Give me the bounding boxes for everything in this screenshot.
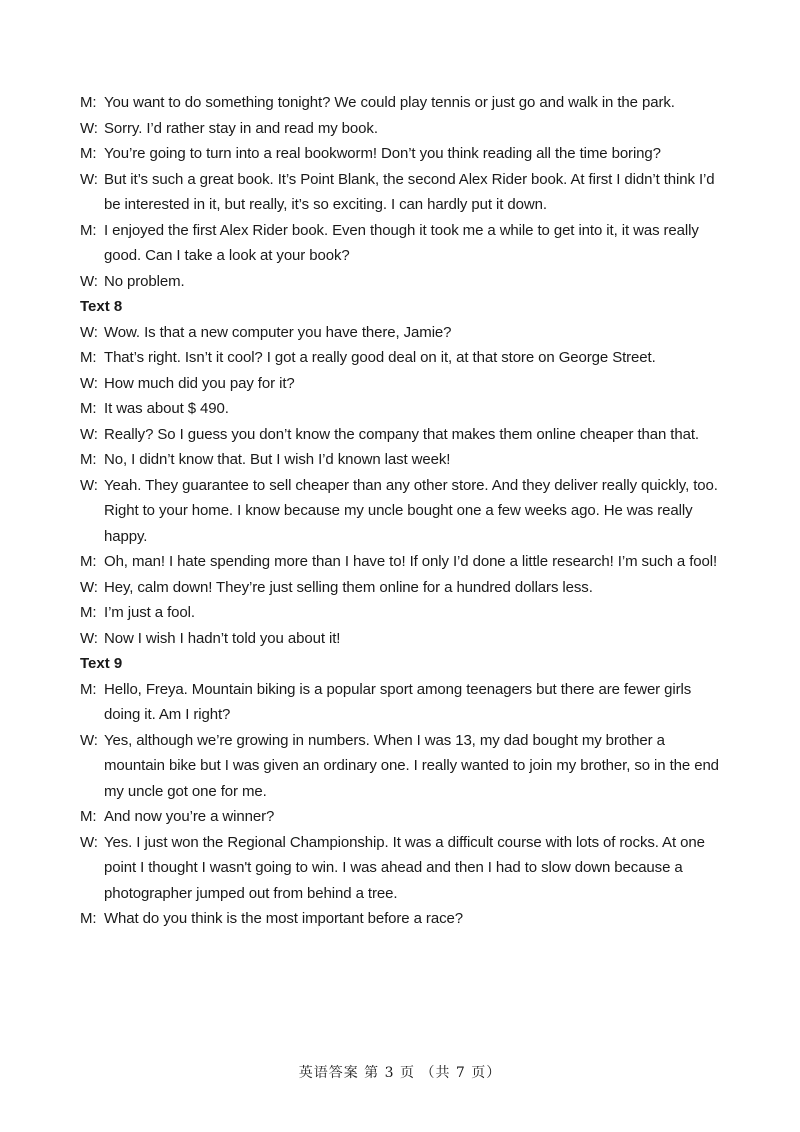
- dialogue-text: No problem.: [104, 272, 185, 290]
- speaker-label: M:: [80, 451, 97, 468]
- speaker-label: W:: [80, 833, 98, 851]
- dialogue-text: Really? So I guess you don’t know the company that makes them online cheaper than that.: [104, 425, 699, 443]
- dialogue-text: Yes. I just won the Regional Championship. It was a difficult course with lots of rocks. At one point I thought I wasn't going to win. I was ahead and then I had to slow down because a photographer jumped out from behind a tree.: [104, 833, 705, 902]
- dialogue-line: [80, 371, 720, 397]
- dialogue-line: [80, 269, 720, 295]
- dialogue-line: [80, 830, 720, 907]
- speaker-label: W:: [80, 323, 98, 341]
- dialogue-line: [80, 345, 720, 371]
- dialogue-line: [80, 320, 720, 346]
- dialogue-line: [80, 116, 720, 142]
- dialogue-line: [80, 575, 720, 601]
- dialogue-text: But it’s such a great book. It’s Point Blank, the second Alex Rider book. At first I didn’t think I’d be interested in it, but really, it’s so exciting. I can hardly put it down.: [104, 170, 715, 213]
- dialogue-text: Yes, although we’re growing in numbers. When I was 13, my dad bought my brother a mountain bike but I was given an ordinary one. I really wanted to join my brother, so in the end my uncle got one for me.: [104, 731, 719, 800]
- speaker-label: M:: [80, 910, 97, 927]
- dialogue-line: [80, 218, 720, 269]
- speaker-label: M:: [80, 94, 97, 111]
- dialogue-text: You want to do something tonight? We could play tennis or just go and walk in the park.: [104, 94, 675, 111]
- speaker-label: W:: [80, 578, 98, 596]
- text9-heading: Text 9: [80, 655, 123, 672]
- dialogue-text: Sorry. I’d rather stay in and read my book.: [104, 119, 378, 137]
- speaker-label: M:: [80, 221, 97, 239]
- speaker-label: W:: [80, 476, 98, 494]
- dialogue-line: [80, 141, 720, 167]
- dialogue-line: [80, 549, 720, 575]
- dialogue-line: [80, 167, 720, 218]
- speaker-label: W:: [80, 731, 98, 749]
- speaker-label: M:: [80, 680, 97, 698]
- speaker-label: M:: [80, 553, 97, 570]
- dialogue-line: [80, 396, 720, 422]
- text8-heading: Text 8: [80, 298, 123, 315]
- speaker-label: W:: [80, 119, 98, 137]
- speaker-label: M:: [80, 400, 97, 417]
- dialogue-line: [80, 90, 720, 116]
- dialogue-text: How much did you pay for it?: [104, 374, 295, 392]
- dialogue-line: [80, 422, 720, 448]
- dialogue-line: [80, 600, 720, 626]
- dialogue-text: And now you’re a winner?: [104, 808, 275, 825]
- dialogue-line: [80, 447, 720, 473]
- dialogue-text: What do you think is the most important before a race?: [104, 910, 463, 927]
- dialogue-text: Hello, Freya. Mountain biking is a popular sport among teenagers but there are fewer girls doing it. Am I right?: [104, 680, 692, 723]
- dialogue-line: [80, 804, 720, 830]
- dialogue-line: [80, 473, 720, 550]
- dialogue-line: [80, 626, 720, 652]
- speaker-label: W:: [80, 170, 98, 188]
- page-footer: 英语答案 第 3 页 （共 7 页）: [298, 1065, 502, 1081]
- speaker-label: M:: [80, 808, 97, 825]
- speaker-label: M:: [80, 145, 97, 162]
- dialogue-text: Hey, calm down! They’re just selling them online for a hundred dollars less.: [104, 578, 593, 596]
- speaker-label: W:: [80, 272, 98, 290]
- dialogue-text: Wow. Is that a new computer you have there, Jamie?: [104, 323, 452, 341]
- dialogue-text: No, I didn’t know that. But I wish I’d known last week!: [104, 451, 451, 468]
- dialogue-text: Oh, man! I hate spending more than I have to! If only I’d done a little research! I’m such a fool!: [104, 553, 718, 570]
- speaker-label: W:: [80, 629, 98, 647]
- dialogue-text: Yeah. They guarantee to sell cheaper than any other store. And they deliver really quickly, too. Right to your home. I know because my uncle bought one a few weeks ago. He was really happy.: [104, 476, 718, 545]
- dialogue-text: You’re going to turn into a real bookworm! Don’t you think reading all the time boring?: [104, 145, 661, 162]
- answer-page: [80, 90, 720, 932]
- speaker-label: W:: [80, 374, 98, 392]
- speaker-label: M:: [80, 349, 97, 366]
- dialogue-text: Now I wish I hadn’t told you about it!: [104, 629, 341, 647]
- dialogue-line: [80, 677, 720, 728]
- speaker-label: W:: [80, 425, 98, 443]
- speaker-label: M:: [80, 604, 97, 621]
- dialogue-text: I enjoyed the first Alex Rider book. Even though it took me a while to get into it, it was really good. Can I take a look at your book?: [104, 221, 699, 264]
- dialogue-text: It was about $ 490.: [104, 400, 229, 417]
- dialogue-text: That’s right. Isn’t it cool? I got a really good deal on it, at that store on George Street.: [104, 349, 656, 366]
- dialogue-line: [80, 728, 720, 805]
- dialogue-line: [80, 906, 720, 932]
- dialogue-text: I’m just a fool.: [104, 604, 195, 621]
